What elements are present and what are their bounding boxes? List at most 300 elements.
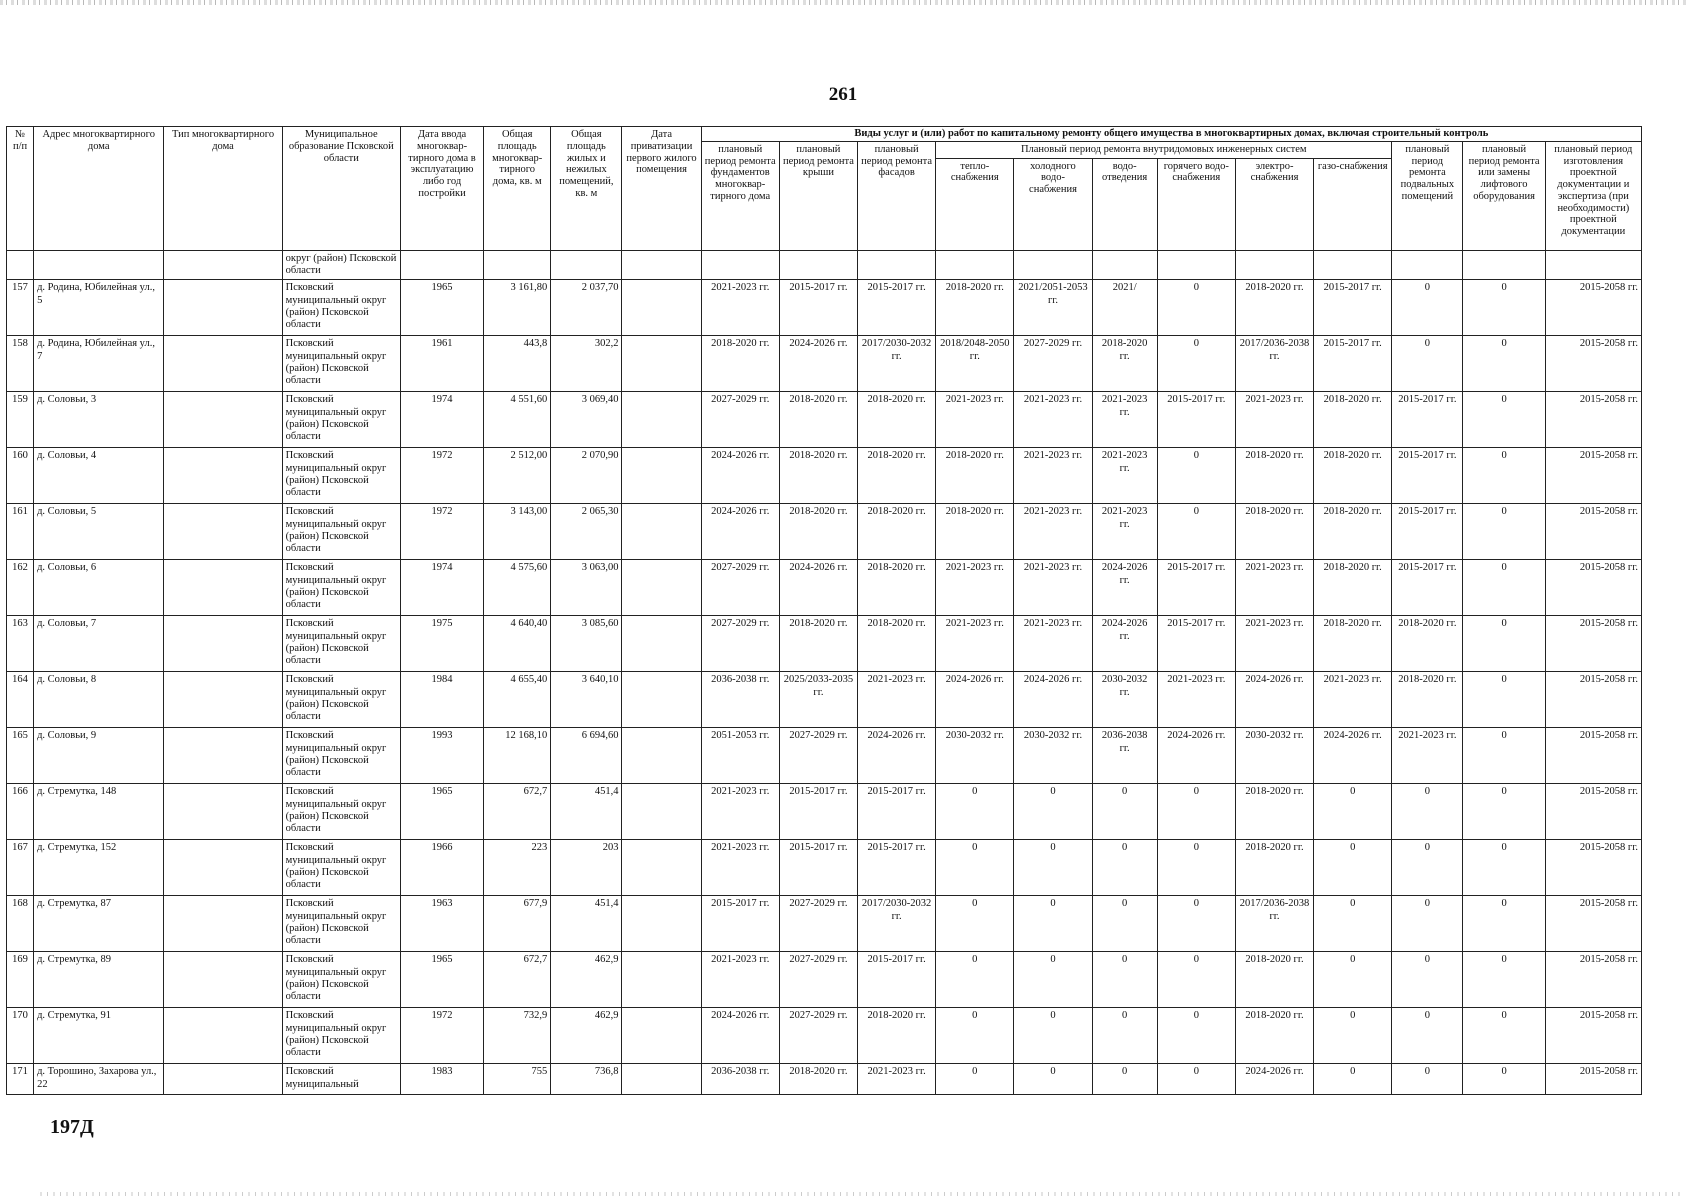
cell-address: д. Стремутка, 87 — [34, 896, 164, 952]
cell-municipality: Псковский муниципальный округ (район) Псковской области — [282, 280, 400, 336]
cell-hot-water: 2015-2017 гг. — [1157, 616, 1235, 672]
cell-year: 1975 — [400, 616, 483, 672]
cell-sewage: 0 — [1092, 896, 1157, 952]
cell-gas: 0 — [1314, 784, 1392, 840]
cell-gas: 2018-2020 гг. — [1314, 616, 1392, 672]
header-gas: газо-снабжения — [1314, 158, 1392, 250]
cell-basement: 2015-2017 гг. — [1392, 448, 1463, 504]
cell-foundation: 2021-2023 гг. — [701, 952, 779, 1008]
cell-type — [164, 784, 282, 840]
cell-address: д. Соловьи, 4 — [34, 448, 164, 504]
cell-cold-water: 0 — [1014, 1064, 1092, 1095]
cell-privatization — [622, 504, 701, 560]
cell-address: д. Соловьи, 7 — [34, 616, 164, 672]
cell-cold-water: 2021-2023 гг. — [1014, 504, 1092, 560]
cell-privatization — [622, 616, 701, 672]
cell-year: 1974 — [400, 560, 483, 616]
cell-living-area: 451,4 — [551, 896, 622, 952]
cell-year: 1965 — [400, 280, 483, 336]
cell-empty — [484, 250, 551, 280]
cell-num: 166 — [7, 784, 34, 840]
header-commission-date: Дата ввода многоквар-тирного дома в эксплуатацию либо год постройки — [400, 127, 483, 251]
cell-living-area: 2 037,70 — [551, 280, 622, 336]
cell-roof: 2018-2020 гг. — [779, 504, 857, 560]
header-cold-water: холодного водо-снабжения — [1014, 158, 1092, 250]
cell-cold-water: 0 — [1014, 1008, 1092, 1064]
cell-heat: 0 — [936, 896, 1014, 952]
cell-total-area: 4 640,40 — [484, 616, 551, 672]
cell-living-area: 3 085,60 — [551, 616, 622, 672]
cell-facade: 2015-2017 гг. — [858, 280, 936, 336]
cell-cold-water: 2021-2023 гг. — [1014, 560, 1092, 616]
cell-num: 160 — [7, 448, 34, 504]
cell-municipality: Псковский муниципальный округ (район) Псковской области — [282, 728, 400, 784]
cell-total-area: 4 551,60 — [484, 392, 551, 448]
cell-hot-water: 0 — [1157, 952, 1235, 1008]
cell-empty — [34, 250, 164, 280]
cell-facade: 2018-2020 гг. — [858, 392, 936, 448]
cell-empty — [1392, 250, 1463, 280]
cell-empty — [622, 250, 701, 280]
cell-documentation: 2015-2058 гг. — [1545, 840, 1641, 896]
cell-privatization — [622, 784, 701, 840]
cell-num: 170 — [7, 1008, 34, 1064]
cell-hot-water: 2015-2017 гг. — [1157, 560, 1235, 616]
cell-documentation: 2015-2058 гг. — [1545, 616, 1641, 672]
cell-total-area: 3 143,00 — [484, 504, 551, 560]
cell-type — [164, 1008, 282, 1064]
cell-facade: 2018-2020 гг. — [858, 560, 936, 616]
table-row — [7, 784, 1642, 840]
cell-living-area: 451,4 — [551, 784, 622, 840]
cell-type — [164, 448, 282, 504]
cell-basement: 0 — [1392, 1008, 1463, 1064]
cell-elevator: 0 — [1463, 1008, 1545, 1064]
document-code: 197Д — [50, 1116, 94, 1138]
cell-living-area: 462,9 — [551, 1008, 622, 1064]
cell-electric: 2018-2020 гг. — [1235, 280, 1313, 336]
cell-num: 167 — [7, 840, 34, 896]
cell-address: д. Соловьи, 8 — [34, 672, 164, 728]
cell-facade: 2018-2020 гг. — [858, 1008, 936, 1064]
cell-empty — [400, 250, 483, 280]
cell-sewage: 0 — [1092, 1008, 1157, 1064]
cell-foundation: 2021-2023 гг. — [701, 784, 779, 840]
cell-documentation: 2015-2058 гг. — [1545, 672, 1641, 728]
cell-facade: 2018-2020 гг. — [858, 448, 936, 504]
cell-foundation: 2018-2020 гг. — [701, 336, 779, 392]
cell-cold-water: 2021/2051-2053 гг. — [1014, 280, 1092, 336]
cell-facade: 2024-2026 гг. — [858, 728, 936, 784]
cell-basement: 0 — [1392, 896, 1463, 952]
cell-address: д. Стремутка, 152 — [34, 840, 164, 896]
cell-num: 159 — [7, 392, 34, 448]
cell-sewage: 2030-2032 гг. — [1092, 672, 1157, 728]
cell-facade: 2018-2020 гг. — [858, 504, 936, 560]
cell-basement: 2015-2017 гг. — [1392, 504, 1463, 560]
cell-electric: 2018-2020 гг. — [1235, 448, 1313, 504]
cell-documentation: 2015-2058 гг. — [1545, 1008, 1641, 1064]
cell-gas: 2018-2020 гг. — [1314, 504, 1392, 560]
cell-municipality: Псковский муниципальный округ (район) Псковской области — [282, 616, 400, 672]
cell-basement: 0 — [1392, 280, 1463, 336]
cell-elevator: 0 — [1463, 784, 1545, 840]
cell-num: 162 — [7, 560, 34, 616]
cell-basement: 2015-2017 гг. — [1392, 560, 1463, 616]
cell-heat: 2018-2020 гг. — [936, 280, 1014, 336]
header-services-group: Виды услуг и (или) работ по капитальному ремонту общего имущества в многоквартирных домах, включая строительный контроль — [701, 127, 1641, 142]
cell-cold-water: 0 — [1014, 896, 1092, 952]
cell-living-area: 3 069,40 — [551, 392, 622, 448]
cell-elevator: 0 — [1463, 616, 1545, 672]
cell-hot-water: 2024-2026 гг. — [1157, 728, 1235, 784]
cell-num: 163 — [7, 616, 34, 672]
cell-roof: 2027-2029 гг. — [779, 728, 857, 784]
cell-empty — [936, 250, 1014, 280]
cell-heat: 0 — [936, 1064, 1014, 1095]
cell-electric: 2018-2020 гг. — [1235, 952, 1313, 1008]
cell-year: 1984 — [400, 672, 483, 728]
table-row — [7, 840, 1642, 896]
cell-roof: 2015-2017 гг. — [779, 784, 857, 840]
cell-empty — [7, 250, 34, 280]
cell-year: 1972 — [400, 504, 483, 560]
cell-type — [164, 336, 282, 392]
cell-type — [164, 280, 282, 336]
cell-total-area: 755 — [484, 1064, 551, 1095]
header-row-1 — [7, 127, 1642, 142]
cell-basement: 2018-2020 гг. — [1392, 672, 1463, 728]
cell-address: д. Стремутка, 89 — [34, 952, 164, 1008]
cell-type — [164, 896, 282, 952]
cell-total-area: 2 512,00 — [484, 448, 551, 504]
cell-documentation: 2015-2058 гг. — [1545, 728, 1641, 784]
cell-hot-water: 0 — [1157, 448, 1235, 504]
header-sewage: водо-отведения — [1092, 158, 1157, 250]
cell-privatization — [622, 336, 701, 392]
table-row — [7, 1008, 1642, 1064]
cell-empty — [701, 250, 779, 280]
cell-heat: 2018/2048-2050 гг. — [936, 336, 1014, 392]
cell-electric: 2017/2036-2038 гг. — [1235, 896, 1313, 952]
cell-living-area: 203 — [551, 840, 622, 896]
header-type: Тип многоквартирного дома — [164, 127, 282, 251]
cell-roof: 2018-2020 гг. — [779, 448, 857, 504]
header-municipality: Муниципальное образование Псковской области — [282, 127, 400, 251]
cell-heat: 0 — [936, 1008, 1014, 1064]
cell-cold-water: 2021-2023 гг. — [1014, 448, 1092, 504]
cell-basement: 0 — [1392, 952, 1463, 1008]
cell-elevator: 0 — [1463, 560, 1545, 616]
cell-type — [164, 616, 282, 672]
cell-num: 158 — [7, 336, 34, 392]
table-row — [7, 504, 1642, 560]
cell-hot-water: 2021-2023 гг. — [1157, 672, 1235, 728]
cell-sewage: 2024-2026 гг. — [1092, 616, 1157, 672]
cell-foundation: 2027-2029 гг. — [701, 560, 779, 616]
cell-num: 168 — [7, 896, 34, 952]
cell-cold-water: 0 — [1014, 952, 1092, 1008]
cell-electric: 2021-2023 гг. — [1235, 616, 1313, 672]
cell-year: 1965 — [400, 952, 483, 1008]
cell-empty — [858, 250, 936, 280]
table-row — [7, 336, 1642, 392]
cell-total-area: 677,9 — [484, 896, 551, 952]
cell-cold-water: 2027-2029 гг. — [1014, 336, 1092, 392]
cell-heat: 2018-2020 гг. — [936, 504, 1014, 560]
cell-documentation: 2015-2058 гг. — [1545, 784, 1641, 840]
table-body — [7, 250, 1642, 1095]
cell-documentation: 2015-2058 гг. — [1545, 504, 1641, 560]
cell-municipality: Псковский муниципальный округ (район) Псковской области — [282, 896, 400, 952]
cell-heat: 2021-2023 гг. — [936, 392, 1014, 448]
cell-elevator: 0 — [1463, 952, 1545, 1008]
cell-privatization — [622, 560, 701, 616]
cell-elevator: 0 — [1463, 392, 1545, 448]
cell-municipality: Псковский муниципальный округ (район) Псковской области — [282, 392, 400, 448]
cell-foundation: 2051-2053 гг. — [701, 728, 779, 784]
cell-total-area: 12 168,10 — [484, 728, 551, 784]
cell-foundation: 2027-2029 гг. — [701, 616, 779, 672]
cell-basement: 0 — [1392, 840, 1463, 896]
cell-facade: 2015-2017 гг. — [858, 952, 936, 1008]
cell-electric: 2018-2020 гг. — [1235, 504, 1313, 560]
cell-gas: 2018-2020 гг. — [1314, 560, 1392, 616]
cell-empty — [164, 250, 282, 280]
cell-sewage: 2021-2023 гг. — [1092, 392, 1157, 448]
cell-foundation: 2021-2023 гг. — [701, 840, 779, 896]
cell-cold-water: 2030-2032 гг. — [1014, 728, 1092, 784]
cell-cold-water: 2021-2023 гг. — [1014, 392, 1092, 448]
cell-elevator: 0 — [1463, 1064, 1545, 1095]
cell-privatization — [622, 840, 701, 896]
cell-electric: 2030-2032 гг. — [1235, 728, 1313, 784]
cell-living-area: 736,8 — [551, 1064, 622, 1095]
cell-municipality: Псковский муниципальный округ (район) Псковской области — [282, 448, 400, 504]
cell-elevator: 0 — [1463, 896, 1545, 952]
cell-empty — [779, 250, 857, 280]
cell-empty — [551, 250, 622, 280]
cell-type — [164, 840, 282, 896]
cell-documentation: 2015-2058 гг. — [1545, 952, 1641, 1008]
cell-privatization — [622, 896, 701, 952]
cell-documentation: 2015-2058 гг. — [1545, 448, 1641, 504]
cell-empty — [1157, 250, 1235, 280]
cell-heat: 2024-2026 гг. — [936, 672, 1014, 728]
cell-sewage: 2018-2020 гг. — [1092, 336, 1157, 392]
cell-electric: 2021-2023 гг. — [1235, 560, 1313, 616]
cell-address: д. Соловьи, 5 — [34, 504, 164, 560]
cell-foundation: 2036-2038 гг. — [701, 672, 779, 728]
cell-elevator: 0 — [1463, 672, 1545, 728]
table-row — [7, 616, 1642, 672]
header-total-area: Общая площадь многоквар-тирного дома, кв. м — [484, 127, 551, 251]
cell-living-area: 6 694,60 — [551, 728, 622, 784]
cell-empty — [1545, 250, 1641, 280]
header-privatization-date: Дата приватизации первого жилого помещения — [622, 127, 701, 251]
cell-heat: 2030-2032 гг. — [936, 728, 1014, 784]
cell-documentation: 2015-2058 гг. — [1545, 280, 1641, 336]
cell-municipality: Псковский муниципальный округ (район) Псковской области — [282, 1008, 400, 1064]
cell-gas: 0 — [1314, 1008, 1392, 1064]
cell-cold-water: 0 — [1014, 784, 1092, 840]
cell-total-area: 3 161,80 — [484, 280, 551, 336]
cell-empty — [1463, 250, 1545, 280]
capital-repair-table — [6, 126, 1642, 1095]
cell-gas: 0 — [1314, 896, 1392, 952]
header-elevator: плановый период ремонта или замены лифтового оборудования — [1463, 141, 1545, 250]
cell-address: д. Торошино, Захарова ул., 22 — [34, 1064, 164, 1095]
cell-heat: 2021-2023 гг. — [936, 616, 1014, 672]
cell-total-area: 732,9 — [484, 1008, 551, 1064]
header-heat: тепло-снабжения — [936, 158, 1014, 250]
cell-municipality: Псковский муниципальный округ (район) Псковской области — [282, 560, 400, 616]
cell-address: д. Родина, Юбилейная ул., 5 — [34, 280, 164, 336]
cell-year: 1983 — [400, 1064, 483, 1095]
table-row — [7, 280, 1642, 336]
cell-roof: 2027-2029 гг. — [779, 1008, 857, 1064]
cell-privatization — [622, 392, 701, 448]
cell-gas: 0 — [1314, 840, 1392, 896]
cell-roof: 2018-2020 гг. — [779, 616, 857, 672]
cell-living-area: 462,9 — [551, 952, 622, 1008]
cell-cold-water: 2024-2026 гг. — [1014, 672, 1092, 728]
cell-basement: 0 — [1392, 1064, 1463, 1095]
cell-gas: 2021-2023 гг. — [1314, 672, 1392, 728]
cell-living-area: 3 640,10 — [551, 672, 622, 728]
cell-heat: 2018-2020 гг. — [936, 448, 1014, 504]
cell-privatization — [622, 1008, 701, 1064]
cell-facade: 2021-2023 гг. — [858, 1064, 936, 1095]
cell-sewage: 2036-2038 гг. — [1092, 728, 1157, 784]
cell-facade: 2017/2030-2032 гг. — [858, 336, 936, 392]
cell-type — [164, 728, 282, 784]
cell-address: д. Соловьи, 6 — [34, 560, 164, 616]
cell-electric: 2021-2023 гг. — [1235, 392, 1313, 448]
cell-address: д. Родина, Юбилейная ул., 7 — [34, 336, 164, 392]
cell-basement: 2018-2020 гг. — [1392, 616, 1463, 672]
page-number: 261 — [828, 84, 858, 105]
cell-hot-water: 0 — [1157, 784, 1235, 840]
cell-documentation: 2015-2058 гг. — [1545, 560, 1641, 616]
header-documentation: плановый период изготовления проектной документации и экспертиза (при необходимости) проектной документации — [1545, 141, 1641, 250]
cell-roof: 2025/2033-2035 гг. — [779, 672, 857, 728]
cell-municipality: Псковский муниципальный округ (район) Псковской области — [282, 336, 400, 392]
cell-address: д. Соловьи, 3 — [34, 392, 164, 448]
cell-heat: 0 — [936, 784, 1014, 840]
cell-total-area: 4 575,60 — [484, 560, 551, 616]
cell-type — [164, 1064, 282, 1095]
table-row — [7, 560, 1642, 616]
cell-living-area: 2 070,90 — [551, 448, 622, 504]
cell-living-area: 302,2 — [551, 336, 622, 392]
cell-hot-water: 2015-2017 гг. — [1157, 392, 1235, 448]
cell-elevator: 0 — [1463, 728, 1545, 784]
cell-roof: 2018-2020 гг. — [779, 392, 857, 448]
cell-municipality: Псковский муниципальный округ (район) Псковской области — [282, 784, 400, 840]
cell-year: 1993 — [400, 728, 483, 784]
table-row — [7, 952, 1642, 1008]
cell-elevator: 0 — [1463, 336, 1545, 392]
cell-foundation: 2024-2026 гг. — [701, 504, 779, 560]
cell-gas: 0 — [1314, 952, 1392, 1008]
scan-edge-top — [0, 0, 1686, 5]
cell-total-area: 223 — [484, 840, 551, 896]
cell-gas: 2018-2020 гг. — [1314, 448, 1392, 504]
cell-heat: 0 — [936, 840, 1014, 896]
cell-facade: 2015-2017 гг. — [858, 784, 936, 840]
cell-documentation: 2015-2058 гг. — [1545, 392, 1641, 448]
cell-electric: 2018-2020 гг. — [1235, 840, 1313, 896]
cell-elevator: 0 — [1463, 448, 1545, 504]
cell-privatization — [622, 448, 701, 504]
cell-empty — [1092, 250, 1157, 280]
cell-documentation: 2015-2058 гг. — [1545, 896, 1641, 952]
cell-sewage: 0 — [1092, 952, 1157, 1008]
cell-num: 164 — [7, 672, 34, 728]
cell-elevator: 0 — [1463, 504, 1545, 560]
cell-num: 165 — [7, 728, 34, 784]
header-roof: плановый период ремонта крыши — [779, 141, 857, 250]
cell-num: 157 — [7, 280, 34, 336]
table-row — [7, 448, 1642, 504]
cell-total-area: 4 655,40 — [484, 672, 551, 728]
cell-privatization — [622, 952, 701, 1008]
cell-heat: 2021-2023 гг. — [936, 560, 1014, 616]
cell-sewage: 2021/ — [1092, 280, 1157, 336]
cell-type — [164, 392, 282, 448]
scan-edge-bottom — [40, 1192, 1680, 1196]
header-foundation: плановый период ремонта фундаментов многоквар-тирного дома — [701, 141, 779, 250]
cell-facade: 2021-2023 гг. — [858, 672, 936, 728]
cell-municipality: Псковский муниципальный — [282, 1064, 400, 1095]
table-row — [7, 392, 1642, 448]
cell-address: д. Соловьи, 9 — [34, 728, 164, 784]
cell-gas: 0 — [1314, 1064, 1392, 1095]
cell-municipality: округ (район) Псковской области — [282, 250, 400, 280]
cell-roof: 2015-2017 гг. — [779, 840, 857, 896]
cell-cold-water: 0 — [1014, 840, 1092, 896]
header-living-area: Общая площадь жилых и нежилых помещений, кв. м — [551, 127, 622, 251]
cell-heat: 0 — [936, 952, 1014, 1008]
cell-num: 161 — [7, 504, 34, 560]
cell-empty — [1235, 250, 1313, 280]
cell-empty — [1314, 250, 1392, 280]
cell-sewage: 2021-2023 гг. — [1092, 504, 1157, 560]
cell-year: 1961 — [400, 336, 483, 392]
cell-hot-water: 0 — [1157, 504, 1235, 560]
header-hot-water: горячего водо-снабжения — [1157, 158, 1235, 250]
cell-gas: 2015-2017 гг. — [1314, 336, 1392, 392]
cell-privatization — [622, 1064, 701, 1095]
cell-type — [164, 560, 282, 616]
cell-hot-water: 0 — [1157, 840, 1235, 896]
cell-foundation: 2036-2038 гг. — [701, 1064, 779, 1095]
cell-address: д. Стремутка, 91 — [34, 1008, 164, 1064]
cell-address: д. Стремутка, 148 — [34, 784, 164, 840]
cell-basement: 0 — [1392, 336, 1463, 392]
table-row-partial — [7, 250, 1642, 280]
cell-roof: 2018-2020 гг. — [779, 1064, 857, 1095]
cell-elevator: 0 — [1463, 280, 1545, 336]
cell-facade: 2015-2017 гг. — [858, 840, 936, 896]
cell-gas: 2018-2020 гг. — [1314, 392, 1392, 448]
cell-year: 1963 — [400, 896, 483, 952]
cell-electric: 2018-2020 гг. — [1235, 784, 1313, 840]
cell-year: 1972 — [400, 448, 483, 504]
cell-gas: 2015-2017 гг. — [1314, 280, 1392, 336]
cell-municipality: Псковский муниципальный округ (район) Псковской области — [282, 504, 400, 560]
